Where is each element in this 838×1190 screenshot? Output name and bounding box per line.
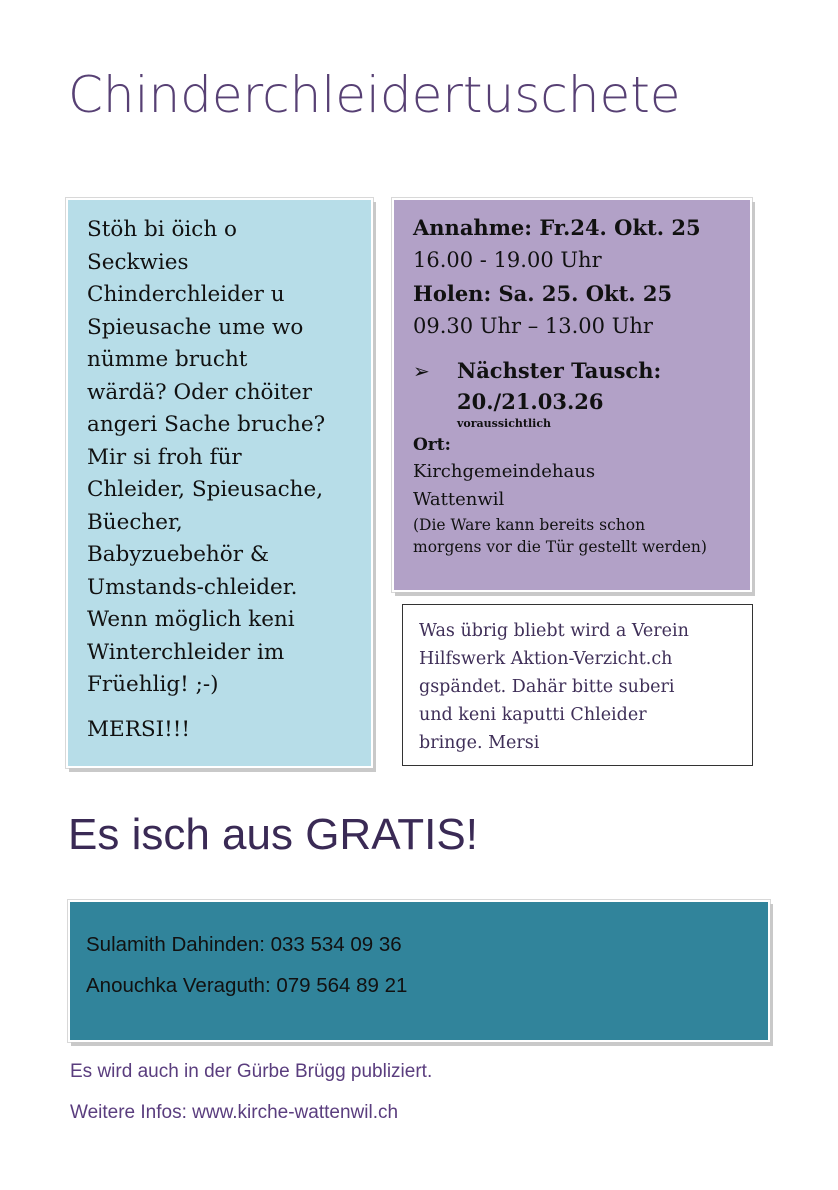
contact-line: Anouchka Veraguth: 079 564 89 21 [86,974,408,997]
donation-line: bringe. Mersi [419,733,540,753]
intro-line: Wenn möglich keni [87,607,295,632]
intro-line: angeri Sache bruche? [87,412,326,437]
donation-note-box [402,604,753,766]
holen-time: 09.30 Uhr – 13.00 Uhr [413,314,653,338]
thanks-text: MERSI!!! [87,716,191,742]
next-exchange-note: voraussichtlich [457,417,552,430]
more-info-link[interactable]: Weitere Infos: www.kirche-wattenwil.ch [70,1102,399,1123]
intro-line: Früehlig! ;-) [87,672,219,697]
holen-heading: Holen: Sa. 25. Okt. 25 [413,281,673,306]
intro-line: Seckwies [87,249,189,275]
donation-line: gspändet. Dahär bitte suberi [419,677,675,697]
donation-line: und keni kaputti Chleider [419,705,647,725]
annahme-heading: Annahme: Fr.24. Okt. 25 [413,215,701,240]
contact-line: Sulamith Dahinden: 033 534 09 36 [86,933,402,956]
intro-line: Chinderchleider u [87,282,285,307]
intro-line: Winterchleider im [87,639,285,665]
next-exchange-date: 20./21.03.26 [457,389,604,414]
next-exchange [413,355,740,430]
contact-box [68,900,770,1042]
intro-line: Spieusache ume wo [87,314,304,340]
annahme-time: 16.00 - 19.00 Uhr [413,248,602,272]
arrow-bullet-icon: ➢ [413,359,430,383]
location-note: morgens vor die Tür gestellt werden) [413,538,707,556]
donation-line: Hilfswerk Aktion-Verzicht.ch [419,649,673,669]
donation-line: Was übrig bliebt wird a Verein [419,621,689,641]
intro-line: Mir si froh für [87,444,242,470]
publication-note: Es wird auch in der Gürbe Brügg publiziert. [70,1061,433,1082]
location-line: Kirchgemeindehaus [413,461,596,482]
intro-line: nümme brucht [87,347,248,372]
schedule-box [392,198,752,592]
intro-line: Büecher, [87,509,183,535]
location-label: Ort: [413,435,451,455]
next-exchange-label: Nächster Tausch: [457,358,662,383]
location-line: Wattenwil [413,489,505,510]
intro-box [66,198,373,768]
intro-line: Umstands-chleider. [87,574,298,600]
intro-line: Stöh bi öich o [87,217,237,242]
intro-line: Babyzuebehör & [87,542,269,567]
intro-line: Chleider, Spieusache, [87,477,324,502]
location-note: (Die Ware kann bereits schon [413,516,646,534]
page-title: Chinderchleidertuschete [68,66,681,124]
free-headline: Es isch aus GRATIS! [68,810,478,859]
intro-line: wärdä? Oder chöiter [87,379,313,405]
